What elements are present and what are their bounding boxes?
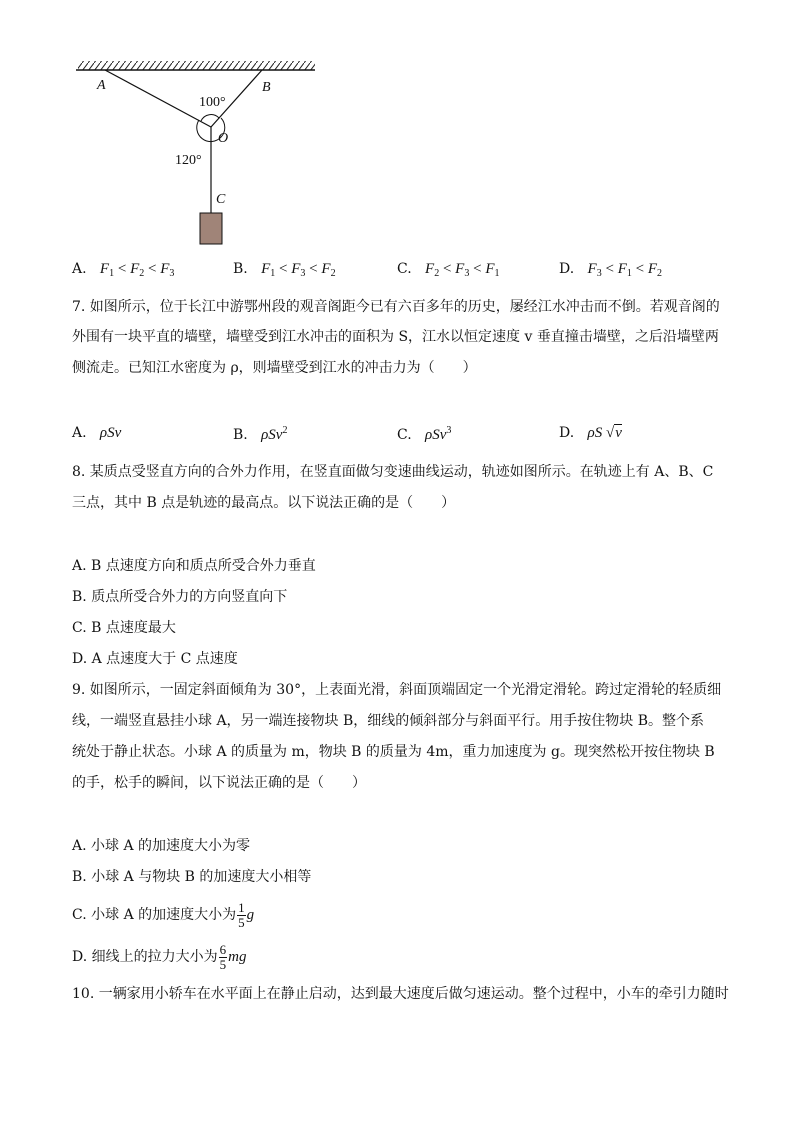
q7-options <box>72 425 732 447</box>
q8-line-1: 8. 某质点受竖直方向的合外力作用，在竖直面做匀变速曲线运动，轨迹如图所示。在轨迹上有 A、B、C <box>72 464 714 480</box>
label-b: B <box>262 80 271 95</box>
q6-option-b[interactable]: B. $F_1 < F_3 < F_2$ <box>233 261 336 279</box>
q8-option-b[interactable]: B. 质点所受合外力的方向竖直向下 <box>72 589 288 605</box>
angle-top-label: 100° <box>199 95 226 110</box>
q7-line-1: 7. 如图所示，位于长江中游鄂州段的观音阁距今已有六百多年的历史，屡经江水冲击而不倒。若观音阁的 <box>72 299 720 315</box>
rope-a <box>105 70 211 127</box>
q8-option-c[interactable]: C. B 点速度最大 <box>72 620 176 636</box>
q10-line-1: 10. 一辆家用小轿车在水平面上在静止启动，达到最大速度后做匀速运动。整个过程中，小车的牵引力随时 <box>72 986 729 1002</box>
ceiling-hatch <box>78 61 315 70</box>
q7-option-c[interactable]: C. ρSv$^3$ <box>397 425 452 443</box>
q9-option-c-text: C. 小球 A 的加速度大小为 <box>72 907 237 923</box>
q7-option-d[interactable]: D. ρS √v <box>559 425 622 441</box>
q8-option-d[interactable]: D. A 点速度大于 C 点速度 <box>72 651 238 667</box>
q6-option-a[interactable]: A. $F_1 < F_2 < F_3$ <box>72 261 175 279</box>
q9-line-4: 的手，松手的瞬间，以下说法正确的是（ ） <box>72 775 366 791</box>
force-diagram <box>70 55 330 250</box>
q8-line-2: 三点，其中 B 点是轨迹的最高点。以下说法正确的是（ ） <box>72 495 456 511</box>
q7-line-3: 侧流走。已知江水密度为 ρ，则墙壁受到江水的冲击力为（ ） <box>72 360 477 376</box>
q9-line-2: 线，一端竖直悬挂小球 A，另一端连接物块 B，细线的倾斜部分与斜面平行。用手按住物块 B。整个系 <box>72 713 705 729</box>
q6-options <box>72 261 732 281</box>
q7-option-a[interactable]: A. ρSv <box>72 425 122 441</box>
q7-line-2: 外围有一块平直的墙壁，墙壁受到江水冲击的面积为 S，江水以恒定速度 v 垂直撞击墙壁，之后沿墙壁两 <box>72 329 719 345</box>
hanging-block <box>200 213 222 244</box>
q8-option-a[interactable]: A. B 点速度方向和质点所受合外力垂直 <box>72 558 316 574</box>
angle-arc-small <box>201 115 219 121</box>
q6-option-d[interactable]: D. $F_3 < F_1 < F_2$ <box>559 261 662 279</box>
label-c: C <box>216 192 226 207</box>
q9-option-c[interactable]: C. 小球 A 的加速度大小为 $\frac{1}{5}$ g <box>72 899 255 930</box>
q9-option-a[interactable]: A. 小球 A 的加速度大小为零 <box>72 838 251 854</box>
label-a: A <box>97 78 106 93</box>
q9-option-c-fraction: $\frac{1}{5}$ <box>238 899 245 930</box>
q9-option-d[interactable]: D. 细线上的拉力大小为 $\frac{6}{5}$ mg <box>72 941 247 972</box>
q9-option-d-fraction: $\frac{6}{5}$ <box>219 941 227 972</box>
angle-left-label: 120° <box>175 153 202 168</box>
q6-option-c[interactable]: C. $F_2 < F_3 < F_1$ <box>397 261 500 279</box>
q9-option-b[interactable]: B. 小球 A 与物块 B 的加速度大小相等 <box>72 869 312 885</box>
q9-line-1: 9. 如图所示，一固定斜面倾角为 30°，上表面光滑，斜面顶端固定一个光滑定滑轮。跨过定滑轮的轻质细 <box>72 682 722 698</box>
q9-option-d-text: D. 细线上的拉力大小为 <box>72 949 218 965</box>
q7-option-b[interactable]: B. ρSv$^2$ <box>233 425 288 443</box>
q9-line-3: 统处于静止状态。小球 A 的质量为 m，物块 B 的质量为 4m，重力加速度为 g。现突然松开按住物块 B <box>72 744 715 760</box>
label-o: O <box>218 131 229 146</box>
